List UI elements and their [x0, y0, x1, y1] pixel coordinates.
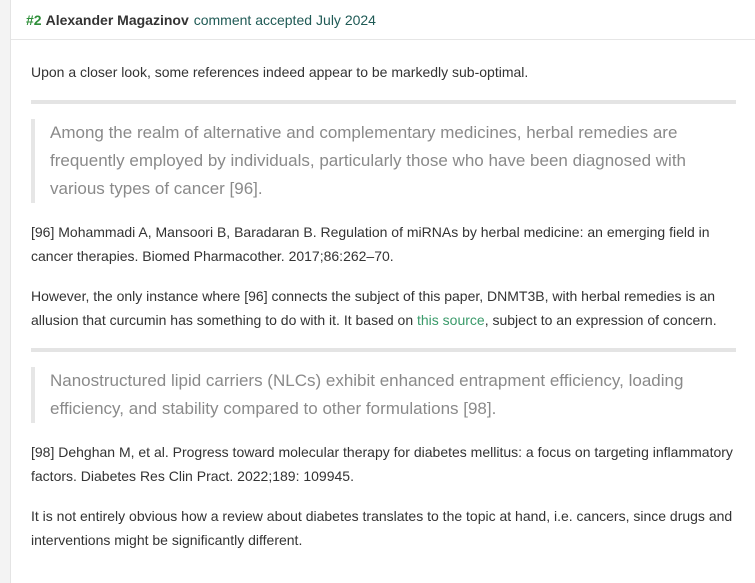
analysis-paragraph — [31, 284, 739, 332]
author-name[interactable]: Alexander Magazinov — [45, 11, 189, 28]
comment-header — [11, 0, 755, 40]
reference-98: [98] Dehghan M, et al. Progress toward molecular therapy for diabetes mellitus: a focus on targeting inflammatory factors. Diabetes Res Clin Pract. 2022;189: 109945. — [31, 444, 733, 484]
reference-96: [96] Mohammadi A, Mansoori B, Baradaran B. Regulation of miRNAs by herbal medicine: an emerging field in cancer therapies. Biomed Pharmacother. 2017;86:262–70. — [31, 224, 710, 264]
left-gutter — [0, 0, 11, 583]
quote-block-2: Nanostructured lipid carriers (NLCs) exhibit enhanced entrapment efficiency, loading efficiency, and stability compared to other formulations [98]. — [31, 367, 736, 423]
analysis-text-before-link: However, the only instance where [96] connects the subject of this paper, DNMT3B, with herbal remedies is an allusion that curcumin has something to do with it. It based on — [31, 288, 716, 328]
divider — [31, 348, 736, 352]
comment-status: comment accepted — [193, 11, 313, 28]
intro-paragraph: Upon a closer look, some references indeed appear to be markedly sub-optimal. — [31, 64, 529, 80]
comment-number[interactable]: #2 — [26, 11, 42, 28]
conclusion-paragraph: It is not entirely obvious how a review about diabetes translates to the topic at hand, i.e. cancers, since drugs and interventions might be significantly different. — [31, 508, 733, 548]
this-source-link[interactable]: this source — [417, 312, 485, 328]
divider — [31, 100, 736, 104]
quote-block-1: Among the realm of alternative and complementary medicines, herbal remedies are frequently employed by individuals, particularly those who have been diagnosed with various types of cancer [96]. — [31, 119, 736, 203]
comment-date: July 2024 — [316, 11, 376, 28]
analysis-text-after-link: , subject to an expression of concern. — [484, 312, 717, 328]
